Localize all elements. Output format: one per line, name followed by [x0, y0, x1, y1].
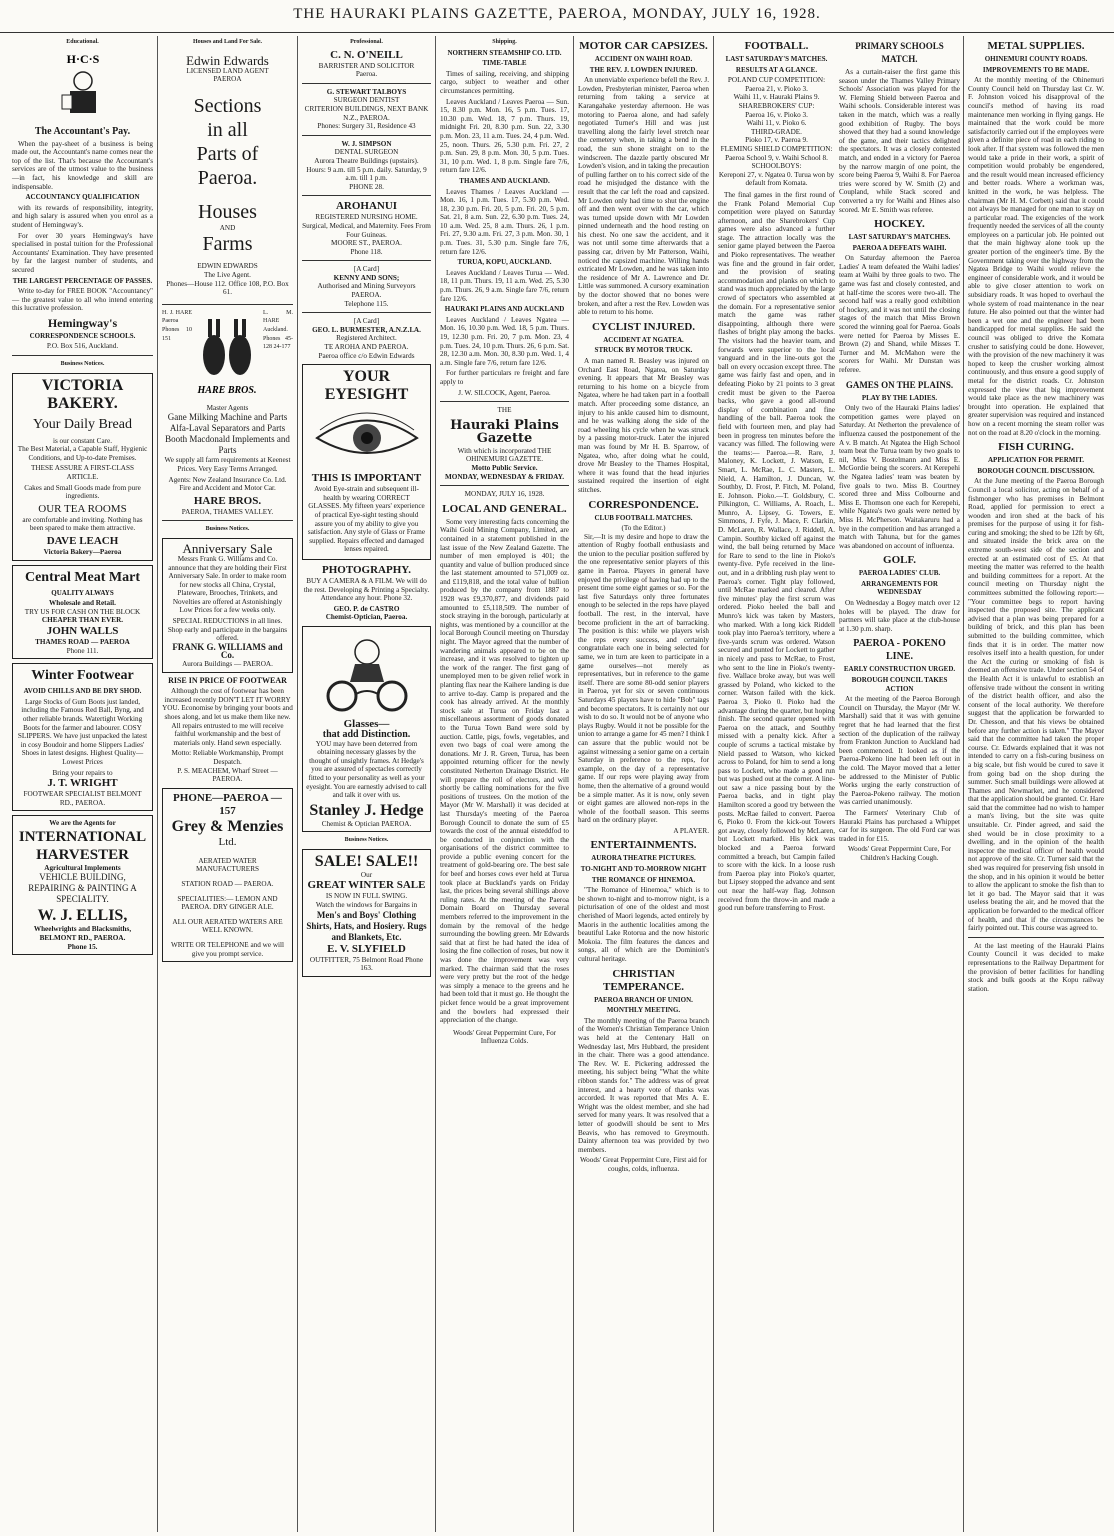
de-castro-sub: Chemist-Optician, Paeroa. [325, 613, 408, 622]
grey-menzies-ad [162, 788, 293, 962]
master-agents: Master Agents [206, 403, 249, 412]
gane-machine: Gane Milking Machine and Parts [167, 412, 288, 423]
turua-kopu: TURUA, KOPU, AUCKLAND. [457, 258, 552, 267]
masthead-title: THE HAURAKI PLAINS GAZETTE, PAEROA, MONDAY, JULY 16, 1928. [293, 6, 821, 22]
school-sub: CORRESPONDENCE SCHOOLS. [29, 331, 136, 340]
eyesight-ad [302, 364, 431, 560]
timetable-body: Times of sailing, receiving, and shipping cargo, subject to weather and other circumstances permitting. [440, 69, 569, 95]
result-5: Pioko 17, v. Paeroa 9. [745, 136, 808, 145]
business-notices-label: Business Notices. [344, 837, 389, 844]
accountant-title: The Accountant's Pay. [34, 125, 131, 137]
tea-rooms-body: are comfortable and inviting. Nothing has been spared to make them attractive. [22, 515, 143, 533]
booth-macdonald: Booth Macdonald Implements and Parts [165, 434, 290, 456]
burmester-name: GEO. L. BURMESTER, A.N.Z.I.A. [312, 325, 421, 334]
metal-supplies-body: At the monthly meeting of the Ohinemuri County Council held on Thursday last Cr. W. F. Johnston voiced his disapproval of the council's method of having its road maintenance men working in flying gangs. He maintained that the work could be more satisfactorily carried out if the employees were given a definite piece of road in each riding to look after. If that system was followed the men would take a pride in their work, a spirit of competition would probably be engendered, and the result would mean increased efficiency and better roads. Where a workman was, knitted in the work, he was helpless. The chairman (Mr H. M. Corbett) said that it could not always be managed for one man to stay on a particular road. The exigencies of the work frequently needed the services of all the county employees on a particular job. He pointed out that the main highway alone took up the greater portion of the engineer's time. By the Government taking over the highway from the Ngatea Bridge to Waihi would relieve the engineer of considerable work, and it would be able to give closer attention to work on subsidiary roads. It was hoped to overhaul the whole system of road maintenance in the near future. He also pointed out that the winter had been a wet one and the engineer had been handicapped for metal supplies. He said the council was obliged to drive the Komata crusher to satisfying could be done. However, with the provision of the new machinery it was hoped to keep the crusher working almost continuously, and thus ensure a good supply of metal for the district roads. Cr. Johnston expressed the view that big improvement would take place as the new machinery was brought into operation. He explained that greater supervision was required and instanced how on a recent morning the steam roller was not on the road at 8.20 o'clock in the morning. [968, 76, 1104, 437]
result-3: Paeroa 16, v. Pioko 3. [745, 110, 808, 119]
station-road: STATION ROAD — PAEROA. [181, 879, 274, 888]
moore-st: MOORE ST., PAEROA. [331, 239, 402, 248]
nursing-home: REGISTERED NURSING HOME. [315, 213, 418, 222]
meachem: P. S. MEACHEM, Wharf Street — PAEROA. [177, 766, 278, 784]
fgw-name: FRANK G. WILLIAMS and Co. [172, 641, 283, 661]
column-5 [574, 36, 714, 1532]
column-3 [298, 36, 436, 1532]
hinemoa-sub: THE ROMANCE OF HINEMOA. [591, 875, 696, 884]
wright-addr: FOOTWEAR SPECIALIST BELMONT RD., PAEROA. [23, 790, 142, 807]
thames-auckland: THAMES AND AUCKLAND. [459, 176, 550, 185]
hare-bros-address: PAEROA, THAMES VALLEY. [181, 507, 274, 516]
aurora-buildings: Aurora Theatre Buildings (upstairs). [314, 156, 419, 165]
eyesight-title: YOUR EYESIGHT [324, 368, 409, 404]
sailings-hauraki: Leaves Auckland / Leaves Ngatea — Mon. 16, 10.30 p.m. Wed. 18, 5 p.m. Thurs. 19, 12.30 p.m. Fri. 20, 7 p.m. Mon. 23, 4 p.m. Tues. 24, 10 p.m. Thurs. 26, 6 p.m. Sat. 28, 12.30 a.m. Mon. 30, 8.30 p.m. Wed. 1, 4 a.m. Single fare 7/6, return fare 12/6. [440, 315, 569, 367]
category-label: Professional. [350, 39, 383, 45]
write-telephone: WRITE OR TELEPHONE and we will give you prompt service. [170, 940, 285, 958]
svg-text:H·C·S: H·C·S [66, 51, 99, 66]
primary-schools-body: As a curtain-raiser the first game this season under the Thames Valley Primary Schools' Association was played for the W. Fleming Shield between Paeroa and Waihi schools. Considerable interest was taken in the match, which was a really good exhibition of Rugby. The boys showed that they had a sound knowledge of the game, and their tactics delighted the spectators. It was a closely contested match, and ended in a victory for Paeroa by the narrow margin of one point, the score being Paeroa 9, Waihi 8. For Paeroa tries were scored by W. Smith (2) and Coupland, while Stack scored and converted a try for Waihi and Hines also scored. Mr E. Smith was referee. [839, 68, 960, 214]
category-label: Houses and Land For Sale. [192, 39, 263, 45]
a-card-2: [A Card] [353, 317, 380, 326]
football-heading: FOOTBALL. [744, 40, 809, 52]
cyclist-body: A man named R. Beasley was injured on Orchard East Road, Ngatea, on Saturday evening. It appears that Mr Beasley was returning to his home on a bicycle from Ngatea, where he had taken part in a football match. After proceeding some distance, an injury to his ankle caused him to dismount, and he was walking along the side of the road wheeling his cycle when he was struck by a passing motor-truck. Later the injured man was found by Mr H. B. Sparrow, of Ngatea, who, after doing what he could, drove Mr Beasley to the Thames Hospital, where it was found that the head injuries sustained required the insertion of eight stitches. [578, 357, 709, 494]
international-harvester: INTERNATIONAL HARVESTER [18, 828, 147, 863]
outfitter: OUTFITTER, 75 Belmont Road Phone 163. [309, 955, 424, 973]
accountant-body: When the pay-sheet of a business is being made out, the Accountant's name comes near the top of the list. That's because the Accountant's services are of the utmost value to the business—in fact, his knowledge and skill are indispensable. [12, 139, 153, 191]
waihi-road-sub: ACCIDENT ON WAIHI ROAD. [594, 55, 693, 63]
sections-heading: Sections [193, 94, 262, 117]
winter-footwear-ad [12, 663, 153, 811]
grey-menzies-name: Grey & Menzies [171, 817, 284, 835]
woods-cure-5: Woods' Great Peppermint Cure, First aid for coughs, colds, influenza. [579, 1156, 708, 1173]
alfa-laval: Alfa-Laval Separators and Parts [169, 423, 286, 434]
temperance-body: The monthly meeting of the Paeroa branch of the Women's Christian Temperance Union was held at the Centenary Hall on Wednesday last, Mrs Hubbard, the president in the chair. There was a good attendance. The Rev. W. E. Pickering addressed the meeting, his subject being "What the white ribbon stands for." The address was of great interest, and a hearty vote of thanks was accorded. It was reported that Mrs A. E. Wright was the oldest member, and she had served for many years. It was resolved that a letter of goodwill should be sent to Mrs Beavis, who has removed to Greymouth. Dainty afternoon tea was provided by two members. [578, 1016, 709, 1154]
edwards-licence: LICENSED LAND AGENT [186, 66, 269, 75]
de-castro-name: GEO. P. de CASTRO [333, 604, 400, 613]
woods-cure: Woods' Great Peppermint Cure, For Influenza Colds. [452, 1028, 557, 1046]
agents-insurance: Agents: New Zealand Insurance Co. Ltd. Fire and Accident and Motor Car. [168, 475, 287, 493]
hare-bros-name: HARE BROS. [193, 494, 262, 507]
sharebrokers-cup: SHAREBROKERS' CUP: [738, 101, 815, 110]
eye-icon [312, 408, 422, 468]
correspondence-body: Sir,—It is my desire and hope to draw the attention of Rugby football enthusiasts and the union to the peculiar position suffered by the one representative senior players of this game in Paeroa. Players in general have enjoyed the privilege of having had up to the present time some eight games or so. For the last five Saturdays only three fortunates enough to be selected in the reps have played football. The rest, in the interval, have become proficient in the art of barracking. The position is this: while we players wish the reps every success, and certainly congratulate each one in being selected for same, we in turn are keen to participate in a game ourselves—not merely as representatives, but in reference to the game itself. There are some 80-odd senior players in Paeroa, yet for six or seven continuous Saturdays 45 players have to hide "Bob" tags and become spectators. It is certainly not our wish to do so. It would not be of anyone who plays Rugby. Would it not be possible for the union to arrange a game for 45 men? I think I can assure that the public would not be against witnessing a senior game on a certain Saturday in preference to the reps, for example, on the day of a representative game. If our reps were playing away from home, then the alternative of a ground would be a simple matter. As it is now, only seven or eight games are allowed non-reps in the whole of the football season. This seems hard on the ordinary player. [578, 532, 709, 825]
tonight-sub: TO-NIGHT AND TO-MORROW NIGHT [580, 865, 707, 874]
school-name: Hemingway's [47, 315, 118, 330]
footwear-body: Although the cost of footwear has been increased recently DON'T LET IT WORRY YOU. Economise by bringing your boots and shoes along, and let us make them like new. All repairs entrusted to me will receive faithful workmanship and the best of materials only. Hand sewn especially. [162, 687, 293, 747]
fgw-address: Aurora Buildings — PAEROA. [182, 660, 273, 669]
edwards-phones: Phones—House 112. Office 108, P.O. Box 61. [166, 279, 289, 297]
category-label: Shipping. [492, 39, 517, 45]
hare-bros-ad [162, 309, 293, 404]
golf-sub: PAEROA LADIES' CLUB. [858, 569, 941, 578]
glasses-ad [302, 626, 431, 832]
aerated-water: AERATED WATER MANUFACTURERS [196, 856, 259, 874]
edwards-sig-sub: The Live Agent. [204, 270, 251, 279]
glasses-sub: that add Distinction. [322, 728, 411, 740]
quality-always: QUALITY ALWAYS [51, 588, 114, 597]
bread-sub: is our constant Care. [52, 436, 113, 445]
ellis-address: BELMONT RD., PAEROA. [39, 934, 126, 943]
union-branch-sub: PAEROA BRANCH OF UNION. [594, 995, 693, 1004]
monthly-meeting-sub: MONTHLY MEETING. [606, 1006, 681, 1015]
third-grade: THIRD-GRADE. [751, 127, 802, 136]
result-1: Paeroa 21, v. Pioko 3. [745, 84, 808, 93]
cyclist-heading: CYCLIST INJURED. [591, 320, 696, 333]
agri-implements: Agricultural Implements [44, 863, 121, 872]
surgical-medical: Surgical, Medical, and Maternity. Fees From Four Guineas. [302, 221, 431, 239]
simpson-hours: Hours: 9 a.m. till 5 p.m. daily. Saturday, 9 a.m. till 1 p.m. [306, 165, 427, 183]
lowden-sub: THE REV. J. LOWDEN INJURED. [589, 65, 698, 74]
oneill-town: Paeroa. [355, 70, 378, 79]
accountancy-heading: ACCOUNTANCY QUALIFICATION [25, 193, 140, 202]
bring-repairs: Bring your repairs to [52, 768, 113, 777]
pokeno-sub-2: BOROUGH COUNCIL TAKES ACTION [851, 676, 948, 693]
rabbit-icon [196, 309, 258, 399]
result-6: Paeroa School 9, v. Waihi School 8. [725, 153, 828, 162]
glasses-body: YOU may have been deterred from obtaining necessary glasses by the thought of unsightly frames. At Hedge's you are assured of spectacles correctly fitted to your personality as well as your eyesight. You are earnestly advised to call and talk it over with us. [306, 739, 427, 800]
pokeno-sub: EARLY CONSTRUCTION URGED. [843, 665, 956, 674]
bakery-assure: THESE ASSURE A FIRST-CLASS ARTICLE. [31, 464, 134, 482]
plains-games-heading: GAMES ON THE PLAINS. [845, 379, 954, 390]
hockey-heading: HOCKEY. [874, 218, 925, 231]
football-body: The final games in the first round of the Frank Poland Memorial Cup competition were played on Saturday afternoon, and the Sharebrokers' Cup games were also advanced a further stage. The attraction locally was the senior game played between the Paeroa and Pioko representatives. The weather was fine and the ground in fair order, and the provision of seating accommodation and planks on which to stand was much appreciated by the large crowd of spectators who assembled at the domain. For a representative senior match the game was rather disappointing, although there were flashes of bright play among the backs. The visitors had the heavier team, and forwards were superior to the local vanguard and in the line-outs got the ball on every occasion except three. The game was fairly fast and open, and in defeating Pioko by 21 points to 3 great credit must be given to the Paeroa backs, who gave a good all-round display of combination and fine handling of the ball. Paeroa took the field with fourteen men, and play had been in progress ten minutes before the vacancy was filled. The following were the teams:— Paeroa.—R. Rare, J. Maloney, K. Lockett, J. Watson, E. Smart, L. McRae, L. C. Masters, L. Nield, A. Hamilton, J. Duncan, W. Southby, D. Frost, P. Fitch, M. Poland, E. Johnson. Pioko.—T. Goldsbury, C. Pilkington, C. Williams, A. Roach, L. Munro, A. Lipsey, G. Towers, E. Simmons, J. Fyfe, J. Mace, F. Clarkin, D. McLaren, R. Wallace, J. Riddell, A. Campin. Southby kicked off against the wind, the ball being returned by Mace for Rare to send to the line in Pioko's twenty-five. Pyfe received in the line-out, and in a dribbling rush play went to Paeroa's corner. Tight play followed, until McRae marked and cleared. After five minutes' play the first scrum was ordered. Pioko heeled the ball and Munro's kick was taken by Masters, who marked. With a long kick Riddell took play into Paeroa's territory, where a five-yards scrum was ordered. Watson secured and punted for Lockett to gather in nicely and pass to McRae, to Frost, who sent to the line in Pioko's twenty-five. Wallace broke away, but was well grassed by Poland, who kicked to the corner. Watson failed with the kick. Paeroa 3, Pioko 0. Pioko had the advantage during the quarter, but hoping finish. The second quarter opened with Paeroa on the attack, and Southby missed with a penalty kick. After a couple of scrums a tactical mistake by Nield passed to Watson, who kicked across to Poland, for him to send a long pass to Lockett, who made a good run but was pushed out at the corner. A line-out saw a nice passing bout by the Paeroa backs, and in tight play Hamilton scored a good try between the posts. McRae failed to convert. Paeroa 6, Pioko 0. From the kick-out Towers got away, closely followed by McLaren, but Lockett marked. His kick was blocked and a Paeroa forward committed a breach, but Campin failed to score with the kick. In a loose rush from Paeroa play into Pioko's quarter, but Lipsey stopped the advance and sent out near the half-way flag. Johnson received from the throw-in and made a good run before transferring to Frost. [718, 190, 835, 913]
footwear-motto: Motto: Reliable Workmanship, Prompt Despatch. [171, 749, 284, 766]
special-reductions: SPECIAL REDUCTIONS in all lines. [172, 617, 283, 626]
parts-of-paeroa: Parts of Paeroa. [196, 142, 259, 189]
correspondence-heading: CORRESPONDENCE. [588, 498, 699, 511]
paeroa-office: Paeroa office c/o Edwin Edwards [318, 351, 415, 360]
great-winter-sale: GREAT WINTER SALE [307, 879, 426, 892]
further-particulars: For further particulars re freight and fare apply to [440, 369, 569, 386]
percentage-heading: THE LARGEST PERCENTAGE OF PASSES. [12, 276, 153, 285]
plains-games-sub: PLAY BY THE LADIES. [861, 393, 938, 402]
specialities: SPECIALITIES:— LEMON AND PAEROA. DRY GINGER ALE. [177, 894, 278, 912]
and-word: AND [219, 223, 236, 232]
accountancy-body-2: For over 30 years Hemingway's have specialised in postal tuition for the Professional Accountants' Examination. They have presented by far the largest number of students, and secured [12, 231, 153, 274]
supply-text: We supply all farm requirements at Keenest Prices. Very Easy Terms Arranged. [164, 456, 291, 473]
simpson-name: W. J. SIMPSON [341, 139, 392, 148]
ellis-trade: Wheelwrights and Blacksmiths, [33, 925, 132, 934]
sale-title: SALE! SALE!! [314, 852, 419, 870]
cheaper: CHEAPER THAN EVER. [41, 616, 124, 625]
local-general-heading: LOCAL AND GENERAL. [442, 502, 567, 515]
result-4: Waihi 11, v. Pioko 6. [746, 119, 807, 128]
result-7: Kereponi 27, v. Ngatea 0. Turua won by default from Komata. [718, 170, 835, 188]
all-aerated: ALL OUR AERATED WATERS ARE WELL KNOWN. [172, 917, 283, 935]
hare-right: L. M. HARE Auckland. Phones 45-128 24-177 [263, 309, 293, 351]
winter-footwear-title: Winter Footwear [31, 668, 134, 684]
veterinary-club: The Farmers' Veterinary Club of Hauraki Plains has purchased a Whippet car for its surgeon. The old Ford car was traded in for £15. [839, 808, 960, 843]
wholesale-retail: Wholesale and Retail. [49, 599, 116, 608]
ohinemuri-incorporated: With which is incorporated THE OHINEMURI GAZETTE. [457, 446, 552, 464]
full-swing: IS NOW IN FULL SWING. [325, 892, 408, 901]
anniversary-title: Anniversary Sale [182, 540, 273, 556]
last-saturday-sub: LAST SATURDAY'S MATCHES. [725, 55, 828, 63]
a-card: [A Card] [353, 265, 380, 274]
sailings-paeroa: Leaves Auckland / Leaves Paeroa — Sun. 15, 8.30 p.m. Mon. 16, 5 p.m. Tues. 17, 10.30 p.m. Wed. 18, 7 p.m. Thurs. 19, midnight Fri. 20, 8.30 p.m. Sun. 22, 3.30 p.m. Mon. 23, 11 a.m. Tues. 24, 4 p.m. Wed. 25, noon. Thurs. 26, 5.30 p.m. Fri. 27, 2 p.m. Sun. 29, 8 p.m. Mon. 30, 5 p.m. Tues. 31, 10 p.m. Wed. 1, 8 p.m. Single fare 7/6, return fare 12/6. [440, 97, 569, 175]
harvester-ad [12, 815, 153, 955]
masthead [0, 6, 1114, 33]
arohanui: AROHANUI [335, 200, 398, 213]
edwards-town: PAEROA [213, 75, 242, 84]
ellis-name: W. J. ELLIS, [37, 907, 128, 925]
newspaper-columns [8, 36, 1108, 1532]
gazette-nameplate: Hauraki Plains Gazette [450, 417, 559, 446]
eyesight-body: Avoid Eye-strain and subsequent ill-health by wearing CORRECT GLASSES. My fifteen years' experience of practical Eye-sight testing should assure you of my ability to give you satisfaction. Any style of Glass or Frame supplied. Repairs effected and damaged lenses repaired. [307, 485, 426, 554]
woods-cure-6: Woods' Great Peppermint Cure, For Children's Hacking Cough. [847, 845, 952, 862]
bakery-ad [12, 373, 153, 561]
council-discussion-sub: BOROUGH COUNCIL DISCUSSION. [977, 466, 1095, 475]
hedge-name: Stanley J. Hedge [309, 801, 424, 819]
kenny-surveyors: Authorised and Mining Surveyors PAEROA. [317, 282, 416, 300]
telephone-115: Telephone 115. [344, 299, 389, 308]
to-the-editor: (To the Editor.) [621, 524, 666, 533]
local-general-body: Some very interesting facts concerning the Waihi Gold Mining Company, Limited, are contained in a statement published in the last issue of the New Zealand Gazette. The number of men employed is 401; the quantity and value of bullion produced since the last statement amounted to 571,009 oz. and £119,818, and the total value of bullion produced by the company from 1887 to 1928 was £9,370,877, and dividends paid amounted to £5,118,509. The number of stock straying in the borough, particularly at nights, was mentioned by a councillor at the local Borough Council meeting on Thursday night. The Mayor agreed that the number of wandering animals appeared to be on the increase, and it was resolved to tighten up the work of the ranger. The first gang of unemployed men to be given relief work in planting flax near the Kaihere landing is due to arrive to-day. Camp is prepared and the cook has already arrived. At the monthly stock sale at Turua on Friday last a miscellaneous assortment of goods donated to the Turua Town Band were sold by auction. Cattle, pigs, fowls, vegetables, and even two bags of coal were among the donations. Mr J. R. Green, Turua, has been appointed returning officer for the newly constituted Netherton Drainage District. He will prepare the roll of electors, and will shortly be calling nominations for the five positions of trustees. On the motion of the Mayor (Mr W. Marshall) it was decided at last Thursday's meeting of the Paeroa Borough Council to donate the sum of £5 towards the cost of the annual eisteddfod to be conducted in conjunction with the organisations of the district committee to provide a public evening concert for the treatment of gold-bearing ore. The best sale for beef and horses cows ever held at Turua took place at Buckland's yards on Friday last, the prices being several shillings above ruling rates. At the meeting of the Paeroa Domain Board on Thursday several members referred to the improvement in the domain by the removal of the hedge surrounding the bowling green. Mr Edwards said that at first he had hated the idea of losing the fine collection of roses, but now it was done the improvement was very marked. The chairman said that the roses were very pretty but the root of the hedge was simply a menace to the greens and he had been told that it must go. He thought the picket fence would be a great improvement and the bowlers had expressed their appreciation of the change. [440, 517, 569, 1025]
hockey-body: On Saturday afternoon the Paeroa Ladies' A team defeated the Waihi ladies' team at Waihi by three goals to two. The game was fast and closely contested, and at half-time the scores were two-all. The second half was a really good exhibition of hockey, and it was not until the closing stages of the match that Miss Brown scored the winning goal for Paeroa. Goals were netted for Paeroa by Misses E. Brown (2) and Shand, while Misses T. Turner and M. McMahon were the scorers for Waihi. Mr Dunstan was referee. [839, 254, 960, 374]
phone-157: PHONE—PAEROA — 157 [173, 791, 282, 817]
houses-heading: Houses [198, 200, 257, 223]
barrister: BARRISTER AND SOLICITOR [318, 61, 415, 70]
results-glance-sub: RESULTS AT A GLANCE. [735, 65, 818, 74]
column-2 [158, 36, 298, 1532]
grey-menzies-ltd: Ltd. [218, 835, 237, 848]
fleming-shield: FLEMING SHIELD COMPETITION: [720, 144, 833, 153]
motor-truck-sub: STRUCK BY MOTOR TRUCK. [594, 346, 693, 355]
architect: Registered Architect. [336, 334, 397, 343]
talboys-name: G. STEWART TALBOYS [326, 87, 407, 96]
column-7 [964, 36, 1108, 1532]
photography-body: BUY A CAMERA & A FILM. We will do the rest. Developing & Printing a Specialty. Attendance any hour. Phone 32. [303, 576, 430, 603]
motor-car-body: An unenviable experience befell the Rev. J. Lowden, Presbyterian minister, Paeroa when returning from taking a service at Karangahake yesterday afternoon. He was motoring to Paeroa alone, and had safely negotiated Turner's Hill and was just travelling along the fairly level stretch near the cemetery when, in taking a bend in the road, the sun shone straight on to the windscreen. The dazzle partly obscured Mr Lowden's vision, and in taking the precaution of pulling farther on to his correct side of the road he misjudged the distance with the result that the car left the road and capsized. Mr Lowden only had time to shut the engine off and then went over with the car, which was turned upside down with Mr Lowden pinned underneath and the hood resting on his chest. No one saw the accident, and it was not until some time afterwards that a passing car, driven by Mr Patterson, Waihi, noticed the capsized machine. Willing hands extricated Mr Lowden, and he was taken into the residence of Mr A. Lawrence and Dr. Little was summoned. A cursory examination by the doctor showed that no bones were broken, and after a rest the Rev. Lowden was able to return to his home. [578, 76, 709, 317]
result-2: Waihi 11, v. Hauraki Plains 9. [733, 93, 820, 102]
hockey-sub: LAST SATURDAY'S MATCHES. [848, 233, 951, 242]
entertainments-body: "The Romance of Hinemoa," which is to be shown to-night and to-morrow night, is a picturisation of one of the oldest and most cherished of Maori legends, acted entirely by Maoris in the authentic localities among the beautiful Lake Rotorua and the now historic Mokoia. The film features the dances and songs, all of which are the Dominion's cultural heritage. [578, 886, 709, 963]
edwards-ad [162, 51, 293, 300]
improvements-sub: IMPROVEMENTS TO BE MADE. [982, 65, 1090, 74]
hauraki-plains-auckland: HAURAKI PLAINS AND AUCKLAND [444, 305, 565, 314]
hare-left: H. J. HARE Paeroa Phones 10 151 [162, 309, 192, 342]
anniversary-ad [162, 538, 293, 673]
dave-leach-sub: Victoria Bakery—Paeroa [43, 548, 122, 556]
column-6b [839, 36, 960, 1532]
avoid-chills: AVOID CHILLS AND BE DRY SHOD. [23, 687, 142, 696]
bakery-name: VICTORIA BAKERY. [41, 376, 124, 412]
business-notices-label: Business Notices. [205, 526, 250, 533]
primary-schools-heading: PRIMARY SCHOOLS MATCH. [855, 41, 944, 64]
business-notices-label: Business Notices. [60, 361, 105, 368]
sailings-turua: Leaves Auckland / Leaves Turua — Wed. 18, 11 p.m. Thurs. 19, 11 a.m. Wed. 25, 5.30 p.m. Thurs. 26, 9 a.m. Single fare 7/6, return fare 12/6. [440, 268, 569, 303]
permit-sub: APPLICATION FOR PERMIT. [988, 456, 1084, 465]
photography-title: PHOTOGRAPHY. [322, 563, 411, 576]
plains-games-body: Only two of the Hauraki Plains ladies' competition games were played on Saturday. At Netherton the prevalence of influenza caused the postponement of the A v. B match. At Ngatea the High School team beat the Turua team by two goals to nil, Miss V. Bostelmann and Miss E. McGordie being the scorers. At Kerepehi the Ngatea ladies' team was beaten by five goals to two. Miss B. Courtney scored three and Miss Colbourne and Miss E. Thomson one each for Kerepehi, while Ngatea's two goals were netted by Miss H. McPherson. Waitakaruru had a bye in the competition and has arranged a match with Tahuna, but for the games was abandoned on account of influenza. [839, 404, 960, 550]
bakery-body: The Best Material, a Capable Staff, Hygienic Conditions, and Up-to-date Premises. [17, 445, 148, 462]
hcs-logo [38, 51, 128, 121]
meat-phone: Phone 111. [66, 646, 99, 655]
accountancy-body: with its rewards of responsibility, integrity, and high salary is assured when you enrol as a student of Hemingway's. [12, 203, 153, 229]
column-1 [8, 36, 158, 1532]
sale-our: Our [360, 870, 373, 879]
hedge-sub: Chemist & Optician PAEROA. [321, 819, 412, 828]
criterion-buildings: CRITERION BUILDINGS, NEXT BANK N.Z., PAEROA. [304, 104, 429, 122]
column-4 [436, 36, 574, 1532]
timetable: TIME-TABLE [482, 59, 527, 68]
pokeno-heading: PAEROA - POKENO LINE. [853, 638, 946, 663]
poland-cup: POLAND CUP COMPETITION: [727, 76, 826, 85]
the-label: THE [497, 406, 512, 415]
svg-text:HARE BROS.: HARE BROS. [197, 384, 257, 396]
pokeno-body: At the meeting of the Paeroa Borough Council on Thursday, the Mayor (Mr W. Marshall) said that it was with genuine regret that he had learned that the first section of the duplication of the railway from Frankton Junction to Auckland had been commenced. It looked as if the Paeroa-Pokeno line had been left out in the cold. The Mayor moved that a letter be addressed to the Minister of Public Works urging the early construction of the Paeroa-Pokeno railway. The motion was carried unanimously. [839, 695, 960, 807]
talboys-phones: Phones: Surgery 31, Residence 43 [317, 122, 416, 131]
free-book-text: Write to-day for FREE BOOK "Accountancy" — the greatest value to all who intend entering this lucrative profession. [12, 287, 153, 313]
kopu-railway-body: At the last meeting of the Hauraki Plains County Council it was decided to make representations to the Railway Department for the provision of better facilities for handling stock and bulk goods at the Kopu railway station. [968, 941, 1104, 993]
spectacles-icon [312, 634, 422, 714]
temperance-heading: CHRISTIAN TEMPERANCE. [603, 967, 684, 993]
watch-windows: Watch the windows for Bargains in [315, 901, 418, 910]
try-us: TRY US FOR CASH ON THE BLOCK [24, 607, 141, 616]
sale-ad [302, 849, 431, 977]
golf-heading: GOLF. [883, 554, 916, 567]
gazette-days: MONDAY, WEDNESDAY & FRIDAY. [444, 472, 565, 481]
column-6 [714, 36, 964, 1532]
motor-car-heading: MOTOR CAR CAPSIZES. [579, 40, 708, 52]
vehicle-building: VEHICLE BUILDING, REPAIRING & PAINTING A SPECIALITY. [28, 872, 137, 905]
ngatea-sub: ACCIDENT AT NGATEA. [603, 335, 684, 344]
phone-28: PHONE 28. [349, 182, 384, 191]
hockey-sub-2: PAEROA A DEFEATS WAIHI. [852, 243, 947, 252]
phone-118: Phone 118. [350, 247, 383, 256]
oneill-name: C. N. O'NEILL [330, 48, 403, 61]
dental-surgeon: DENTAL SURGEON [334, 148, 399, 157]
tea-rooms-heading: OUR TEA ROOMS [38, 502, 127, 515]
sailings-thames: Leaves Thames / Leaves Auckland — Mon. 16, 1 p.m. Tues. 17, 5.30 p.m. Wed. 18, 2.30 p.m. Fri. 20, 5 p.m. Fri. 20, 5 p.m. Sat. 21, 8 a.m. Sun. 22, 6.30 p.m. Tues. 24, 10 a.m. Wed. 25, 8 a.m. Thurs. 26, 1 p.m. Fri. 27, 9.30 a.m. Fri. 27, 3 p.m. Mon. 30, 1 p.m. Tues. 31, 5.30 p.m. Single fare 7/6, return fare 12/6. [440, 187, 569, 256]
fish-curing-body: At the June meeting of the Paeroa Borough Council a local solicitor, acting on behalf of a fishmonger who has premises in Belmont Road, applied for permission to erect a wooden and iron shed at the back of his premises for the purpose of using it for fish-curing and smoking; the shed to be 12ft by 6ft, and situated inside the brick area on the extreme south-west side of the section and erected at an estimated cost of £5. At that meeting the matter was referred to the health and building committees for a report. At the council meeting on Thursday night the committees submitted the following report:— "Your committee begs to report having inspected the proposed site. The applicant advised that a plan was being prepared for a building of brick, and this plan has been submitted to the building committee, which finds that it is in order. The matter now resolves itself into a health question, for under the Act the curing or smoking of fish is deemed an offensive trade. Under section 54 of the Health Act it is unlawful to establish an offensive trade without the consent in writing of the district health officer, and also the consent of the local authority. We therefore suggest that the application be forwarded to Dr. Chesson, and that his views be obtained before any further action is taken." The Mayor said that the committee had taken the proper course. Cr. Edwards explained that it was not intended to carry on a fish-curing business on a big scale, but fish would be cured to save it from going bad on the shop during the summer. Such small buildings were allowed at Thames and Newmarket, and he considered that the application should be granted. Cr. Hare said that the committee had no wish to hamper a man's living, but the site was quite unsuitable. Cr. Pinder agreed, and said the shed would be in close proximity to a dwelling, and in the opinion of the health inspector the medical officer of health would not approve of the site. Cr. Turner said that the shed was required for preserving fish unsold in the shop, and in his opinion it would be better to allow the applicant to smoke the fish than to let it go bad. The Mayor said that it was useless beating the air, and he moved that the application be forwarded to the medical officer of health, and that if the circumstances be fairly pointed out. This course was agreed to. [968, 477, 1104, 933]
footwear-price-heading: RISE IN PRICE OF FOOTWEAR [168, 675, 287, 685]
thames-road: THAMES ROAD — PAEROA [35, 637, 130, 646]
a-player-sig: A PLAYER. [673, 826, 709, 835]
farms-heading: Farms [202, 233, 253, 256]
kenny-name: KENNY AND SONS; [333, 273, 400, 282]
fish-curing-heading: FISH CURING. [998, 441, 1074, 454]
edwards-name: Edwin Edwards [186, 52, 269, 68]
northern-steamship: NORTHERN STEAMSHIP CO. LTD. [447, 48, 562, 57]
anniversary-body: Messrs Frank G. Williams and Co. announce that they are holding their First Anniversary Sale. In order to make room for new stocks all China, Crystal, Plateware, Brooches, Trinkets, and Novelties are offered at Astonishingly Low Prices for a few weeks only. [168, 554, 287, 615]
john-walls: JOHN WALLS [46, 624, 119, 637]
ellis-phone: Phone 15. [67, 942, 98, 951]
bakery-cakes: Cakes and Small Goods made from pure ingredients. [24, 483, 141, 501]
schoolboys: SCHOOLBOYS: [751, 162, 802, 171]
metal-supplies-heading: METAL SUPPLIES. [987, 40, 1085, 52]
golf-sub-2: ARRANGEMENTS FOR WEDNESDAY [861, 579, 938, 597]
aurora-pictures-sub: AURORA THEATRE PICTURES. [591, 854, 696, 863]
meat-mart-ad [12, 565, 153, 660]
wright-name: J. T. WRIGHT [47, 777, 118, 790]
surgeon-dentist: SURGEON DENTIST [333, 96, 400, 105]
county-roads-sub: OHINEMURI COUNTY ROADS. [984, 55, 1088, 63]
shop-early: Shop early and participate in the bargains offered. [167, 625, 288, 643]
te-aroha: TE AROHA AND PAEROA. [324, 343, 409, 352]
golf-body: On Wednesday a Bogey match over 12 holes will be played. The draw for partners will take place at the club-house at 1.30 p.m. sharp. [839, 599, 960, 633]
winter-body: Large Stocks of Gum Boots just landed, including the Famous Red Ball, Byng, and other reliable brands. Watertight Working Boots for the farmer and labourer. COSY SLIPPERS. We have just unpacked the latest in cosy Boudoir and home Slippers Ladies' Shoes in latest designs. Highest Quality—Lowest Prices [17, 697, 148, 766]
dave-leach: DAVE LEACH [46, 535, 119, 547]
silcock-agent: J. W. SILCOCK, Agent, Paeroa. [458, 388, 551, 397]
gazette-motto: Motto Public Service. [471, 463, 538, 472]
school-address: P.O. Box 516, Auckland. [46, 342, 119, 351]
glasses-title: Glasses— [343, 717, 390, 730]
category-label: Educational. [66, 39, 99, 45]
mens-clothing: Men's and Boys' Clothing Shirts, Hats, and Hosiery. Rugs and Blankets, Etc. [306, 909, 427, 942]
entertainments-heading: ENTERTAINMENTS. [590, 839, 697, 852]
in-all: in all [207, 118, 248, 141]
slyfield-name: E. V. SLYFIELD [327, 942, 406, 955]
gazette-date: MONDAY, JULY 16, 1928. [464, 490, 545, 499]
column-6a [718, 36, 835, 1532]
edwards-sig: EDWIN EDWARDS [197, 262, 258, 271]
important: THIS IS IMPORTANT [311, 472, 422, 485]
agents-for: We are the Agents for [49, 819, 116, 828]
meat-mart-name: Central Meat Mart [24, 569, 141, 585]
club-football-sub: CLUB FOOTBALL MATCHES. [594, 513, 693, 522]
bread-headline: Your Daily Bread [33, 416, 132, 432]
